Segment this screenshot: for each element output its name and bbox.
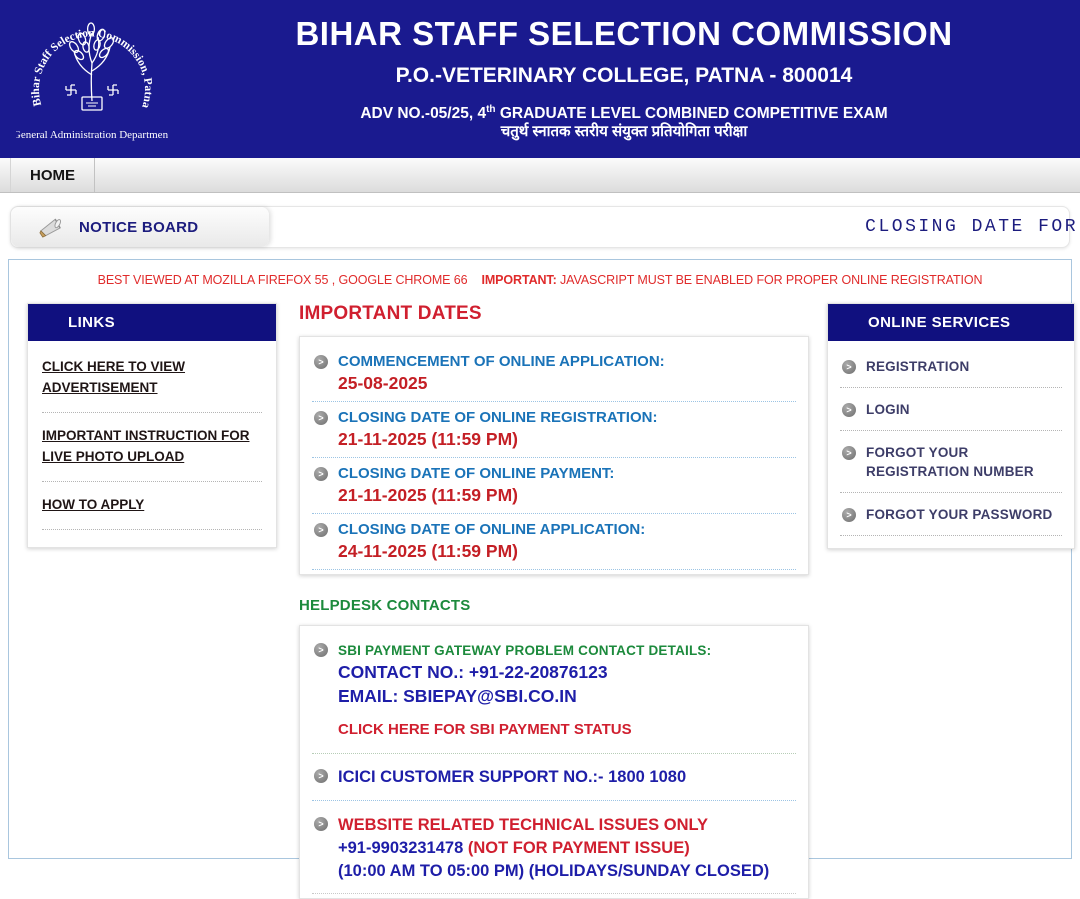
service-forgot-registration-number[interactable]: > FORGOT YOUR REGISTRATION NUMBER <box>840 441 1062 493</box>
browser-alert-line <box>9 260 1071 287</box>
sbi-payment-status-link[interactable]: CLICK HERE FOR SBI PAYMENT STATUS <box>338 721 632 738</box>
sbi-contact-number: CONTACT NO.: +91-22-20876123 <box>338 662 608 682</box>
date-value: 21-11-2025 (11:59 PM) <box>338 429 518 449</box>
links-panel <box>27 303 277 548</box>
bssc-logo <box>16 1 168 154</box>
link-view-advertisement[interactable]: CLICK HERE TO VIEW ADVERTISEMENT <box>42 357 262 413</box>
arrow-bullet-icon: > <box>842 403 856 417</box>
arrow-bullet-icon: > <box>314 817 328 831</box>
important-dates-panel <box>299 336 809 575</box>
date-value: 24-11-2025 (11:59 PM) <box>338 541 518 561</box>
arrow-bullet-icon: > <box>842 446 856 460</box>
logo-arc-text: Bihar Staff Selection Commission, Patna <box>29 27 155 110</box>
notice-marquee <box>269 207 1078 247</box>
sbi-heading: SBI PAYMENT GATEWAY PROBLEM CONTACT DETAILS: <box>338 643 712 658</box>
service-forgot-password[interactable]: > FORGOT YOUR PASSWORD <box>840 503 1062 536</box>
online-services-panel <box>827 303 1075 549</box>
sbi-email: EMAIL: SBIEPAY@SBI.CO.IN <box>338 686 577 706</box>
link-live-photo-instruction[interactable]: IMPORTANT INSTRUCTION FOR LIVE PHOTO UPLOAD <box>42 426 262 482</box>
online-services-title: ONLINE SERVICES <box>828 304 1074 341</box>
header-adv-line: ADV NO.-05/25, 4th GRADUATE LEVEL COMBINED COMPETITIVE EXAM <box>360 103 888 123</box>
logo-dept-text: General Administration Department <box>16 129 168 141</box>
site-header <box>0 0 1080 155</box>
date-label: CLOSING DATE OF ONLINE APPLICATION: <box>338 521 646 538</box>
nav-home-tab[interactable]: HOME <box>10 158 95 192</box>
arrow-bullet-icon: > <box>314 643 328 657</box>
helpdesk-title: HELPDESK CONTACTS <box>299 597 471 614</box>
helpdesk-sbi-block <box>312 640 796 754</box>
website-issues-heading: WEBSITE RELATED TECHNICAL ISSUES ONLY <box>338 816 709 834</box>
date-row-payment-close <box>312 458 796 514</box>
notice-board-tab <box>11 207 269 247</box>
main-navbar <box>0 155 1080 193</box>
service-registration[interactable]: > REGISTRATION <box>840 355 1062 388</box>
date-label: COMMENCEMENT OF ONLINE APPLICATION: <box>338 353 665 370</box>
arrow-bullet-icon: > <box>314 769 328 783</box>
header-address: P.O.-VETERINARY COLLEGE, PATNA - 800014 <box>395 63 853 87</box>
header-exam-hindi: चतुर्थ स्नातक स्तरीय संयुक्त प्रतियोगिता परीक्षा <box>500 123 748 141</box>
notice-marquee-text: CLOSING DATE FOR <box>865 217 1078 237</box>
notice-board-label: NOTICE BOARD <box>79 218 199 236</box>
arrow-bullet-icon: > <box>842 360 856 374</box>
alert-best-viewed: BEST VIEWED AT MOZILLA FIREFOX 55 , GOOGLE CHROME 66 <box>97 273 468 287</box>
arrow-bullet-icon: > <box>314 355 328 369</box>
website-issues-hours: (10:00 AM TO 05:00 PM) (HOLIDAYS/SUNDAY CLOSED) <box>338 862 770 880</box>
arrow-bullet-icon: > <box>314 467 328 481</box>
arrow-bullet-icon: > <box>314 411 328 425</box>
date-value: 21-11-2025 (11:59 PM) <box>338 485 518 505</box>
date-label: CLOSING DATE OF ONLINE REGISTRATION: <box>338 409 658 426</box>
arrow-bullet-icon: > <box>314 523 328 537</box>
main-content-box <box>8 259 1072 880</box>
date-row-commencement <box>312 346 796 402</box>
important-dates-title: IMPORTANT DATES <box>299 303 482 324</box>
date-row-application-close <box>312 514 796 570</box>
date-row-registration-close <box>312 402 796 458</box>
service-login[interactable]: > LOGIN <box>840 398 1062 431</box>
helpdesk-website-block <box>312 801 796 894</box>
alert-javascript-note: JAVASCRIPT MUST BE ENABLED FOR PROPER ONLINE REGISTRATION <box>556 273 983 287</box>
date-label: CLOSING DATE OF ONLINE PAYMENT: <box>338 465 615 482</box>
megaphone-icon <box>37 215 64 239</box>
page-title: BIHAR STAFF SELECTION COMMISSION <box>295 14 953 52</box>
helpdesk-panel <box>299 625 809 899</box>
date-value: 25-08-2025 <box>338 373 428 393</box>
icici-support-number: ICICI CUSTOMER SUPPORT NO.:- 1800 1080 <box>338 768 687 786</box>
link-how-to-apply[interactable]: HOW TO APPLY <box>42 495 262 530</box>
arrow-bullet-icon: > <box>842 508 856 522</box>
website-issues-phone-line: +91-9903231478 (NOT FOR PAYMENT ISSUE) <box>338 839 690 857</box>
links-panel-title: LINKS <box>28 304 276 341</box>
notice-board-bar <box>10 206 1078 248</box>
alert-important-label: IMPORTANT: <box>481 273 557 287</box>
helpdesk-icici-block <box>312 754 796 801</box>
